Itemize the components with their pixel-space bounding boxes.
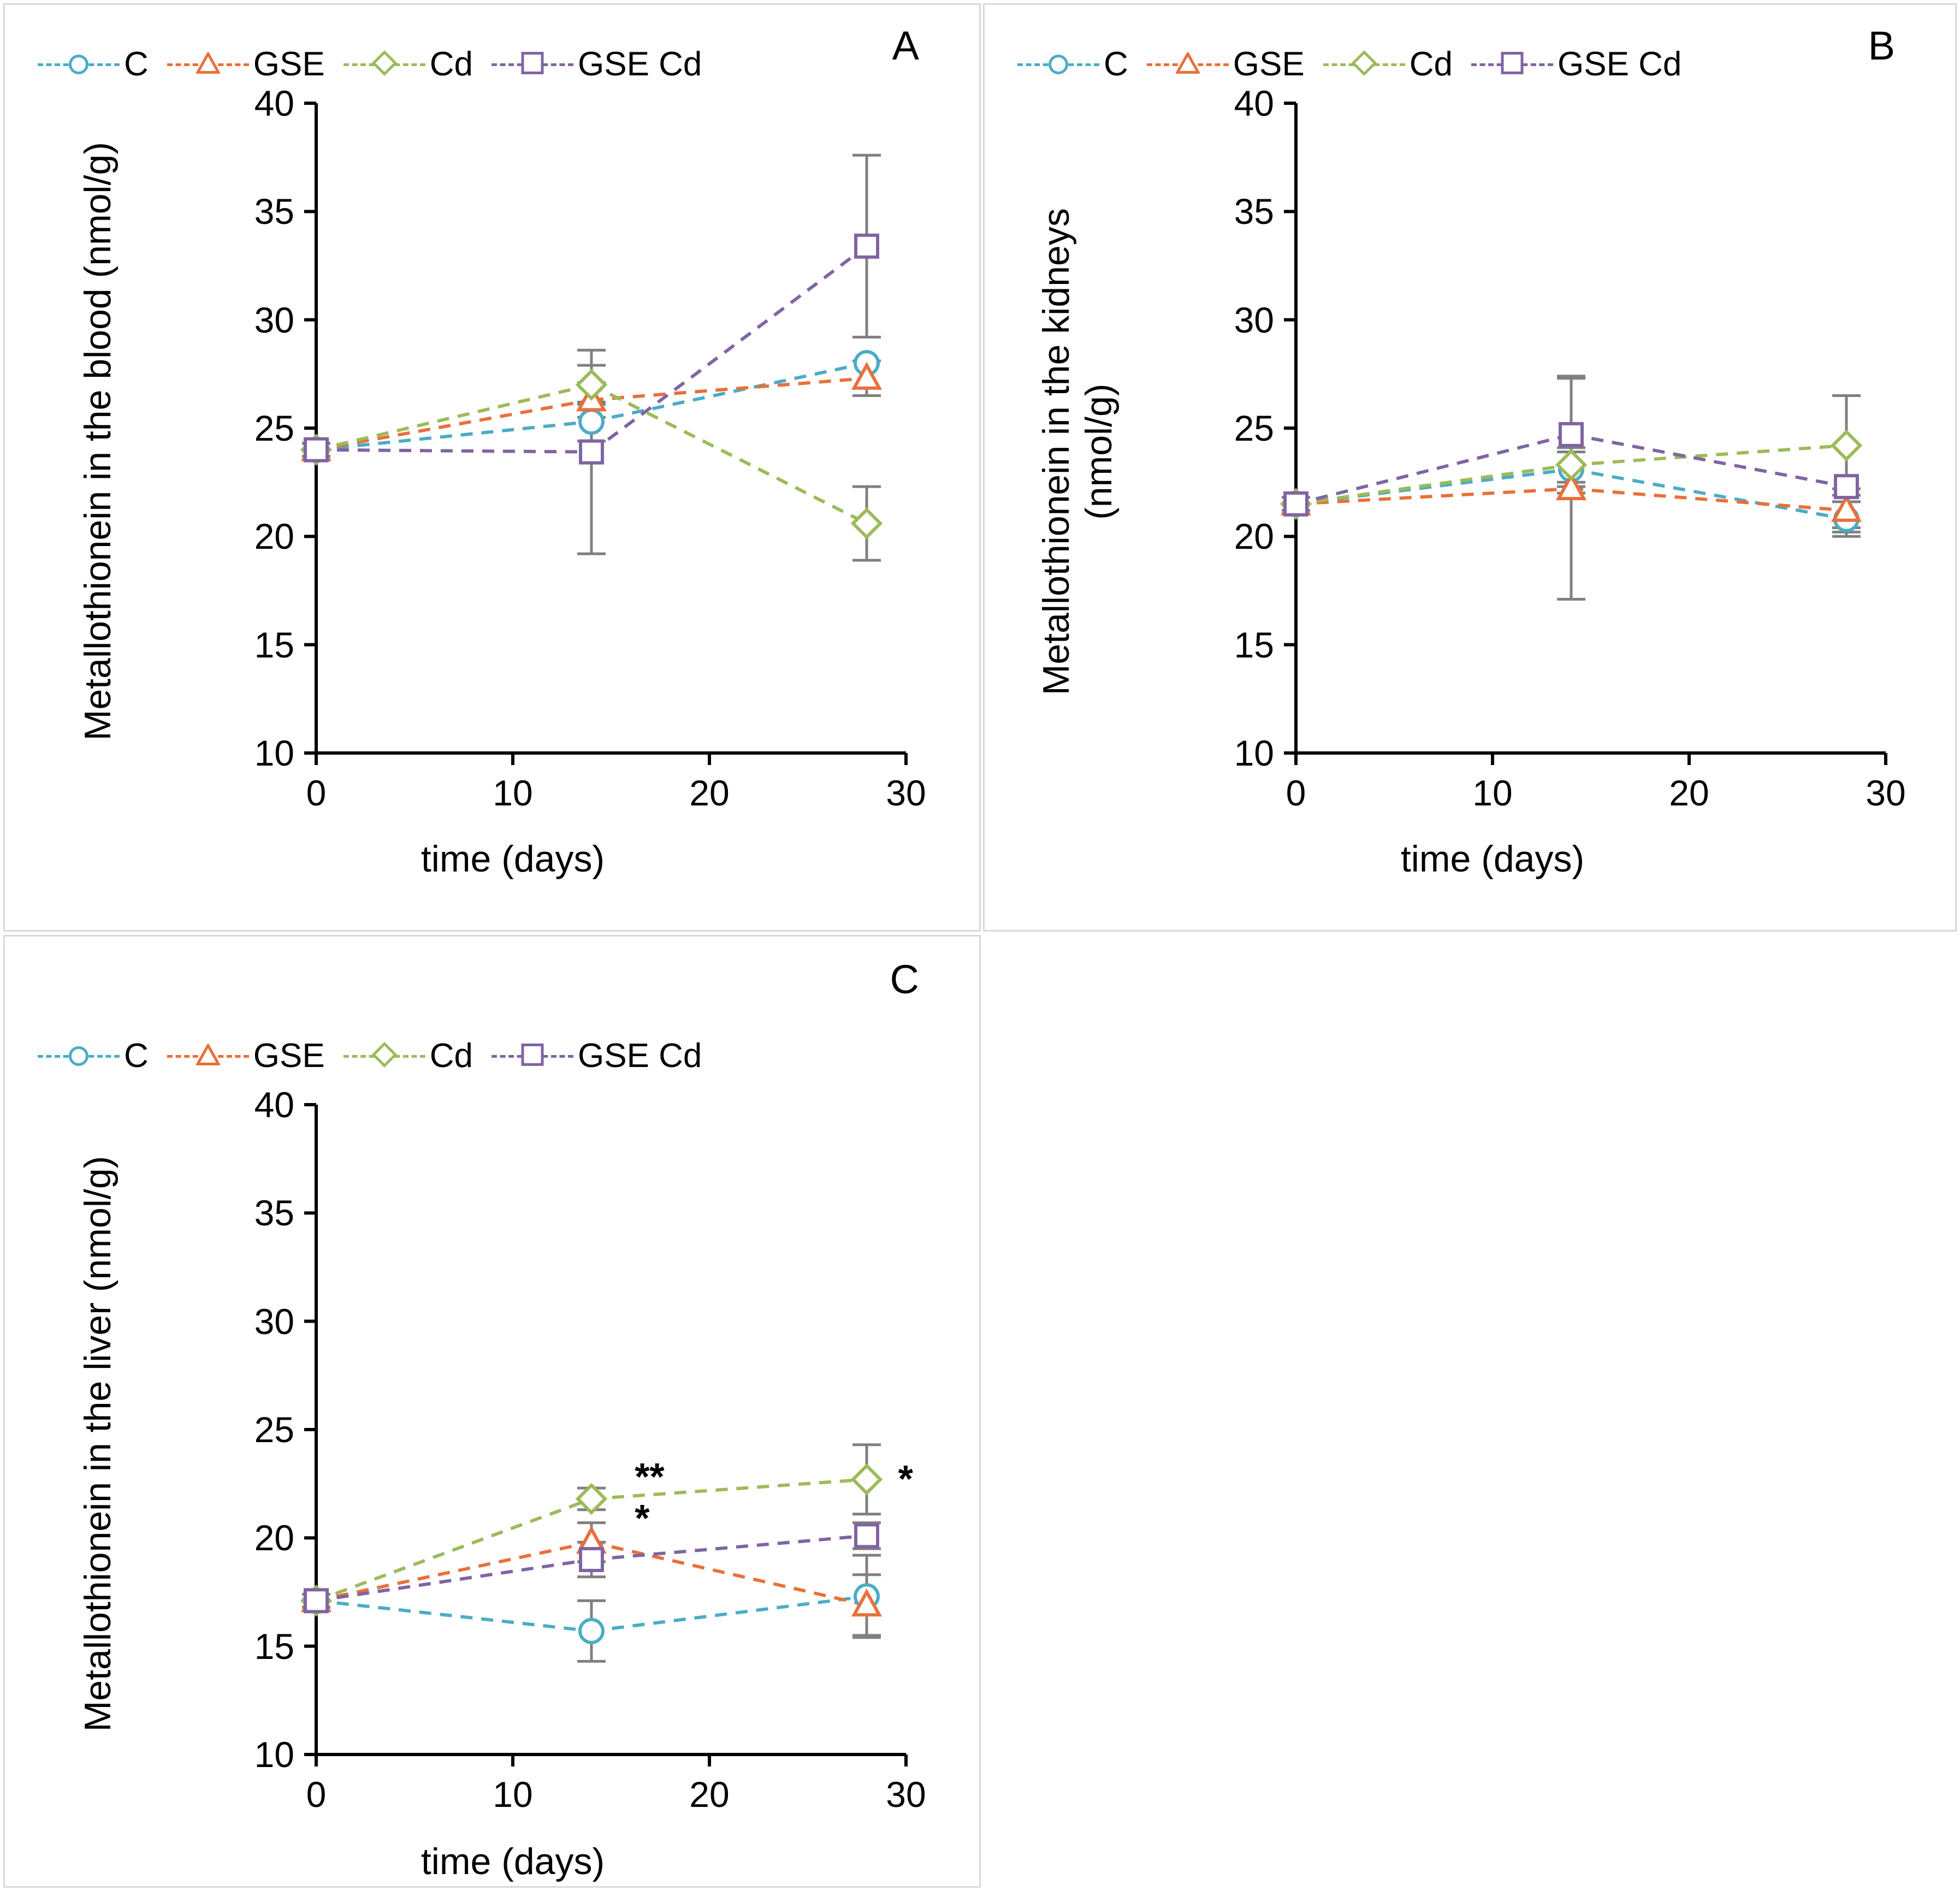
y-tick-label: 25: [1234, 408, 1274, 448]
series-segment: [591, 363, 867, 422]
legend-line-c: [1017, 52, 1099, 77]
legend-item-gse[interactable]: [167, 1039, 325, 1073]
x-tick-label: 20: [689, 773, 730, 813]
data-point: [581, 1549, 602, 1570]
data-point: [1285, 493, 1307, 515]
y-axis-title-c: Metallothionein in the liver (nmol/g): [76, 1155, 119, 1732]
y-tick-label: 15: [254, 1626, 294, 1667]
plot-area-b: [1214, 83, 1908, 824]
data-point: [580, 1620, 603, 1643]
plot-area-c: [234, 1084, 928, 1825]
x-tick-label: 30: [886, 1774, 926, 1815]
x-tick-label: 20: [1669, 773, 1709, 813]
legend-label-c: C: [124, 1037, 149, 1075]
x-axis-title-a: time (days): [421, 838, 605, 880]
panel-letter-c: C: [890, 957, 919, 1002]
legend-label-gse-cd: GSE Cd: [1557, 45, 1682, 83]
series-segment: [1571, 435, 1846, 487]
legend-label-gse: GSE: [253, 1037, 325, 1075]
x-tick-label: 10: [493, 1774, 533, 1815]
data-point: [305, 439, 327, 461]
y-tick-label: 40: [254, 83, 294, 123]
chart-svg: [1214, 92, 1908, 824]
significance-annotation: *: [898, 1457, 913, 1501]
y-tick-label: 15: [254, 624, 294, 665]
legend-item-gse[interactable]: [1147, 45, 1305, 83]
diamond-icon: [1352, 51, 1377, 79]
significance-annotation: *: [635, 1496, 650, 1539]
panel-c: [3, 935, 981, 1888]
legend-item-gse-cd[interactable]: [492, 1039, 702, 1073]
series-segment: [1571, 446, 1846, 465]
legend-line-gse-cd: [492, 1044, 573, 1069]
legend-label-cd: Cd: [429, 45, 473, 83]
series-segment: [316, 1600, 591, 1631]
data-point: [853, 510, 880, 537]
y-tick-label: 30: [1234, 299, 1274, 340]
legend-item-gse-cd[interactable]: [1471, 45, 1682, 83]
y-axis-title-b: Metallothionein in the kidneys (nmol/g): [1035, 208, 1120, 696]
circle-icon: [69, 55, 88, 74]
legend-label-gse-cd: GSE Cd: [577, 1037, 702, 1075]
x-axis-title-c: time (days): [421, 1841, 605, 1882]
data-point: [856, 235, 878, 257]
y-tick-label: 30: [254, 299, 294, 340]
data-point: [853, 1466, 880, 1493]
series-segment: [1571, 489, 1846, 511]
legend-line-cd: [344, 52, 425, 77]
x-tick-label: 10: [1472, 773, 1513, 813]
legend-line-cd: [344, 1044, 425, 1069]
series-segment: [591, 385, 867, 524]
legend-line-gse-cd: [492, 52, 573, 77]
data-point: [580, 410, 603, 433]
square-icon: [1501, 52, 1524, 78]
series-segment: [591, 1536, 867, 1560]
series-segment: [591, 1479, 867, 1499]
x-tick-label: 20: [689, 1774, 730, 1815]
y-tick-label: 15: [1234, 624, 1274, 665]
legend-item-c[interactable]: [38, 45, 149, 83]
series-segment: [1571, 469, 1846, 519]
legend-line-gse: [167, 52, 249, 77]
x-tick-label: 10: [493, 773, 533, 813]
legend-panel-c: [38, 1039, 720, 1073]
legend-label-gse: GSE: [253, 45, 325, 83]
legend-item-cd[interactable]: [344, 1039, 473, 1073]
y-axis-title-a: Metallothionein in the blood (nmol/g): [76, 142, 119, 741]
y-tick-label: 25: [254, 1409, 294, 1450]
circle-icon: [69, 1046, 88, 1066]
legend-label-c: C: [124, 45, 149, 83]
legend-label-c: C: [1104, 45, 1128, 83]
chart-svg: [234, 92, 928, 824]
series-segment: [591, 378, 867, 400]
data-point: [578, 371, 605, 399]
legend-item-c[interactable]: [38, 1039, 149, 1073]
legend-item-gse-cd[interactable]: [492, 45, 702, 83]
legend-item-cd[interactable]: [1323, 45, 1453, 83]
panel-letter-b: B: [1868, 23, 1895, 68]
panel-b: [983, 3, 1957, 932]
circle-icon: [1049, 55, 1068, 74]
data-point: [1835, 476, 1857, 497]
y-tick-label: 10: [1234, 733, 1274, 773]
data-point: [1833, 432, 1860, 459]
legend-panel-b: [1017, 45, 1700, 83]
x-tick-label: 0: [306, 773, 327, 813]
x-tick-label: 0: [306, 1774, 327, 1815]
series-segment: [1296, 489, 1571, 504]
diamond-icon: [372, 1042, 397, 1070]
legend-label-cd: Cd: [1409, 45, 1453, 83]
x-tick-label: 0: [1286, 773, 1306, 813]
legend-item-c[interactable]: [1017, 45, 1128, 83]
y-tick-label: 10: [254, 733, 294, 773]
triangle-icon: [1176, 52, 1200, 77]
data-point: [305, 1590, 327, 1611]
x-tick-label: 30: [1866, 773, 1906, 813]
series-segment: [591, 1596, 867, 1631]
y-tick-label: 10: [254, 1734, 294, 1775]
y-tick-label: 35: [254, 191, 294, 232]
legend-line-gse: [1147, 52, 1229, 77]
series-segment: [591, 246, 867, 452]
y-tick-label: 30: [254, 1301, 294, 1342]
legend-line-cd: [1323, 52, 1405, 77]
legend-line-c: [38, 1044, 120, 1069]
y-tick-label: 20: [254, 516, 294, 557]
legend-line-c: [38, 52, 120, 77]
legend-label-gse-cd: GSE Cd: [577, 45, 702, 83]
legend-line-gse: [167, 1044, 249, 1069]
significance-annotation: **: [635, 1455, 665, 1498]
series-segment: [591, 1542, 867, 1605]
series-segment: [1296, 465, 1571, 503]
y-tick-label: 40: [254, 1084, 294, 1125]
y-tick-label: 35: [1234, 191, 1274, 232]
series-segment: [316, 1560, 591, 1600]
x-tick-label: 30: [886, 773, 926, 813]
data-point: [581, 441, 602, 463]
panel-a: [3, 3, 981, 932]
square-icon: [521, 52, 544, 78]
legend-item-cd[interactable]: [344, 45, 473, 83]
series-segment: [316, 450, 591, 452]
legend-label-gse: GSE: [1233, 45, 1305, 83]
y-tick-label: 25: [254, 408, 294, 448]
panel-letter-a: A: [892, 23, 919, 68]
series-segment: [316, 422, 591, 450]
triangle-icon: [196, 52, 220, 77]
plot-area-a: [234, 83, 928, 824]
y-tick-label: 35: [254, 1193, 294, 1234]
legend-line-gse-cd: [1471, 52, 1553, 77]
legend-label-cd: Cd: [429, 1037, 473, 1075]
diamond-icon: [372, 51, 397, 79]
chart-svg: [234, 1094, 928, 1825]
legend-panel-a: [38, 45, 720, 83]
series-segment: [316, 385, 591, 450]
y-tick-label: 20: [1234, 516, 1274, 557]
x-axis-title-b: time (days): [1400, 838, 1585, 880]
triangle-icon: [196, 1044, 220, 1069]
y-tick-label: 20: [254, 1517, 294, 1558]
square-icon: [521, 1044, 544, 1069]
data-point: [1560, 424, 1582, 446]
legend-item-gse[interactable]: [167, 45, 325, 83]
data-point: [856, 1525, 878, 1546]
y-tick-label: 40: [1234, 83, 1274, 123]
